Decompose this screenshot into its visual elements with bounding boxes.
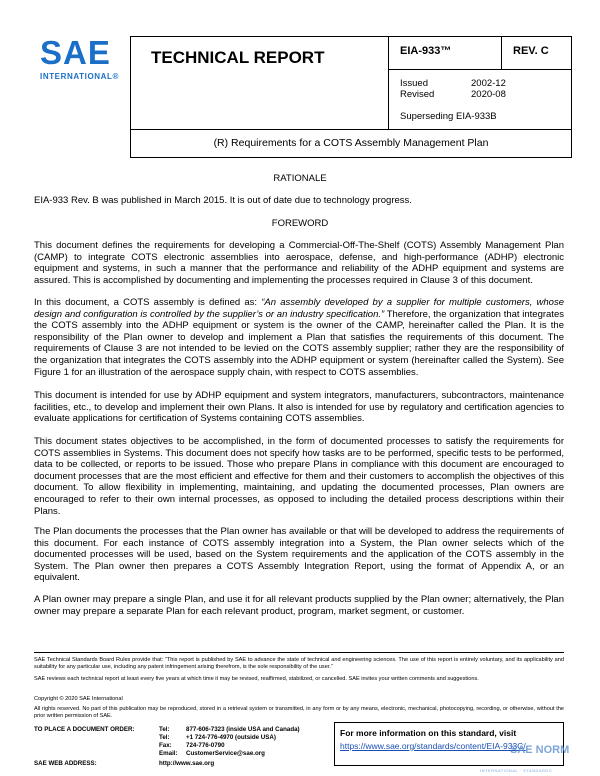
document-number: EIA-933™ xyxy=(400,45,452,57)
web-label: SAE WEB ADDRESS: xyxy=(34,760,97,767)
review-note: SAE reviews each technical report at least every five years at which time it may be revised, reaffirmed, stabilized, or cancelled. SAE invites your written comments and suggestions. xyxy=(34,676,479,682)
document-title: (R) Requirements for a COTS Assembly Management Plan xyxy=(213,137,489,149)
paragraph-1: This document defines the requirements for developing a Commercial-Off-The-Shelf (COTS) Assembly Management Plan (CAMP) to integrate COTS electronic assemblies into aerospace, defense, and high-performance (ADHP) electronic equipment and systems, in such a manner that the performance and reliability of the ADHP equipment and systems are assured. This is accomplished by documenting and implementing the processes required in Clause 3 of this document. xyxy=(34,240,564,286)
foreword-heading: FOREWORD xyxy=(271,218,329,229)
issued-label: Issued xyxy=(400,78,428,89)
phone-usa: 877-606-7323 (inside USA and Canada) xyxy=(186,726,300,733)
paragraph-3: This document is intended for use by ADHP equipment and system integrators, manufacturers, subcontractors, maintenance facilities, etc., to develop and implement their own Plans. It also is intended for use by regulatory and certification agencies to evaluate applications for certification of Systems containing COTS assemblies. xyxy=(34,390,564,425)
paragraph-4: This document states objectives to be accomplished, in the form of documented processes to satisfy the requirements for COTS assemblies in Systems. This document does not specify how tasks are to be performed, specific tests to be performed, data to be collected, or reports to be issued. Those who prepare Plans in compliance with this document are encouraged to document processes that are the most efficient and effective for them and their customers to accomplish the objectives of this document. To allow flexibility in implementing, maintaining, and updating the documented processes, Plan owners are encouraged to refer to their own internal processes, as opposed to including the detailed process descriptions within their Plans. xyxy=(34,436,564,517)
rationale-text: EIA-933 Rev. B was published in March 2015. It is out of date due to technology progress. xyxy=(34,195,412,206)
cots-definition-quote: “An assembly developed by a supplier for multiple customers, whose design and configuration is controlled by the supplier’s or an industry specification.” xyxy=(34,297,564,320)
revised-label: Revised xyxy=(400,89,435,100)
standard-link[interactable]: https://www.sae.org/standards/content/EIA-933C/ xyxy=(340,741,526,751)
paragraph-6: A Plan owner may prepare a single Plan, and use it for all relevant products supplied by the Plan owner; alternatively, the Plan owner may prepare a separate Plan for each relevant product, program, market segment, or customer. xyxy=(34,594,564,617)
tsb-rules: SAE Technical Standards Board Rules provide that: “This report is published by SAE to advance the state of technical and engineering sciences. The use of this report is entirely voluntary, and its applicability and suitability for any particular use, including any patent infringement arising therefrom, is the sole responsibility of the user.” xyxy=(34,657,564,671)
sae-logo: SAE xyxy=(40,34,111,71)
rights-notice: All rights reserved. No part of this publication may be reproduced, stored in a retrieval system or transmitted, in any form or by any means, electronic, mechanical, photocopying, recording, or otherwise, without the prior written permission of SAE. xyxy=(34,706,564,720)
revised-date: 2020-08 xyxy=(471,89,506,100)
paragraph-2: In this document, a COTS assembly is defined as: “An assembly developed by a supplier for multiple customers, whose design and configuration is controlled by the supplier’s or an industry specification.” Therefore, the organization that integrates the COTS assembly into the ADHP equipment or system is the owner of the CAMP, hereinafter called the Plan. It is the responsibility of the Plan owner to develop and implement a Plan that satisfies the requirements of this document. The requirements of Clause 3 are not intended to be levied on the COTS assembly supplier; rather they are the responsibility of the organization that integrates the COTS assembly into the ADHP equipment or system (hereinafter called the System). See Figure 1 for an illustration of the aerospace supply chain, with respect to COTS assemblies. xyxy=(34,297,564,378)
issued-date: 2002-12 xyxy=(471,78,506,89)
watermark-stamp-sub: INTERNATIONAL · STANDARDS xyxy=(480,768,552,773)
copyright: Copyright © 2020 SAE International xyxy=(34,696,123,702)
rationale-heading: RATIONALE xyxy=(273,173,327,184)
watermark-stamp: SAE NORM xyxy=(510,744,570,756)
info-heading: For more information on this standard, visit xyxy=(340,728,517,738)
fax-number: 724-776-0790 xyxy=(186,742,225,749)
document-header xyxy=(130,36,572,158)
revision: REV. C xyxy=(513,45,549,57)
paragraph-5: The Plan documents the processes that the Plan owner has available or that will be developed to address the requirements of this document. For each instance of COTS assembly integration into a System, the Plan owner selects which of the documented processes will be used, based on the System requirements and the application of the COTS assembly in the System. The Plan owner then prepares a COTS Assembly Integration Report, using the format of Appendix A, or an equivalent. xyxy=(34,526,564,584)
report-type: TECHNICAL REPORT xyxy=(151,48,325,67)
superseding: Superseding EIA-933B xyxy=(400,111,497,122)
order-label: TO PLACE A DOCUMENT ORDER: xyxy=(34,726,135,733)
phone-intl: +1 724-776-4970 (outside USA) xyxy=(186,734,276,741)
footer-divider xyxy=(34,652,564,653)
email-link[interactable]: CustomerService@sae.org xyxy=(186,750,265,757)
web-link[interactable]: http://www.sae.org xyxy=(159,760,215,767)
sae-logo-subtitle: INTERNATIONAL® xyxy=(40,72,120,81)
